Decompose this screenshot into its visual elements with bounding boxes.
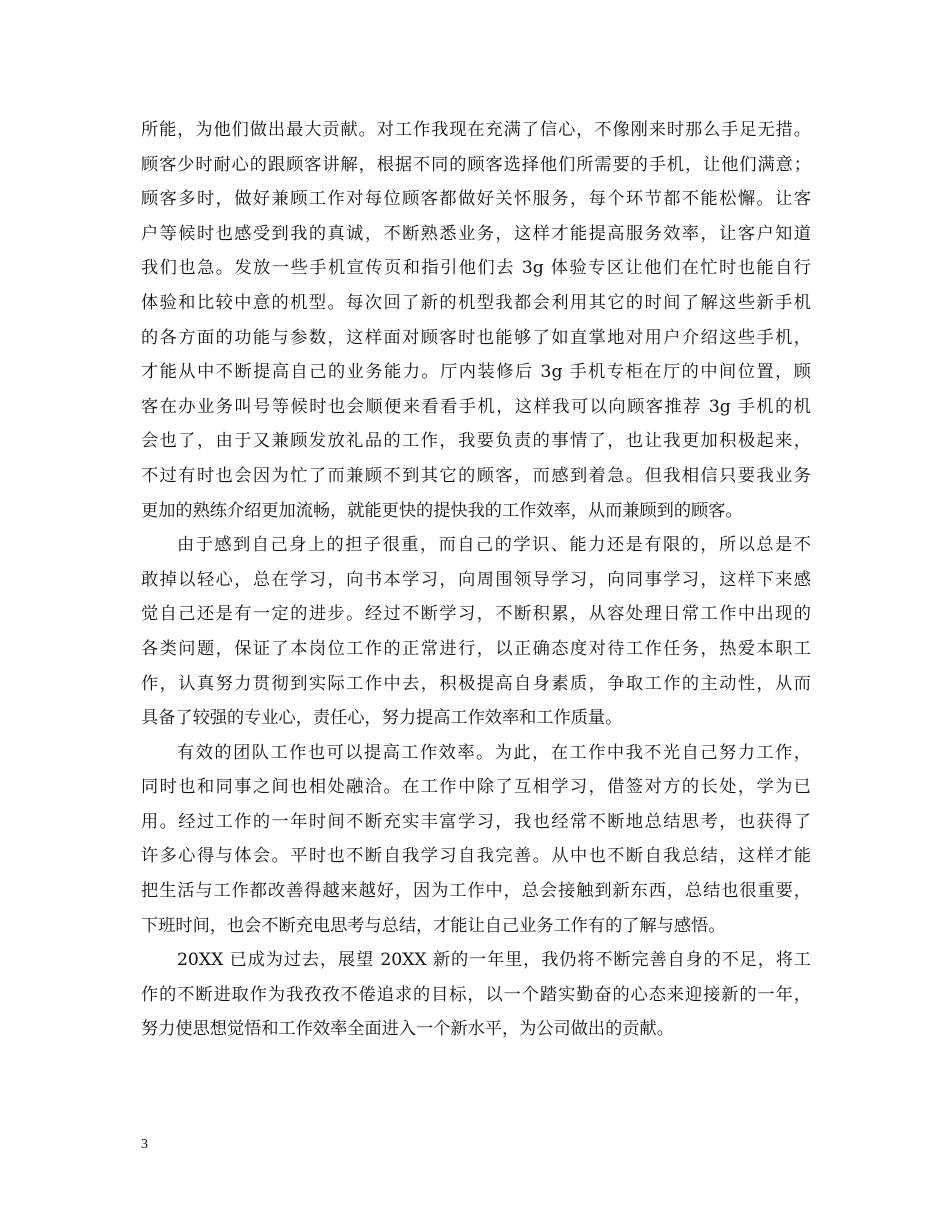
text-line: 许多心得与体会。平时也不断自我学习自我完善。从中也不断自我总结，这样才能 bbox=[141, 846, 811, 867]
paragraph-first-line: 由于感到自己身上的担子很重，而自己的学识、能力还是有限的，所以总是不 bbox=[177, 535, 811, 556]
text-line: 下班时间，也会不断充电思考与总结，才能让自己业务工作有的了解与感悟。 bbox=[141, 915, 726, 936]
text-line: 作，认真努力贯彻到实际工作中去，积极提高自身素质，争取工作的主动性，从而 bbox=[141, 673, 811, 694]
text-line: 不过有时也会因为忙了而兼顾不到其它的顾客，而感到着急。但我相信只要我业务 bbox=[141, 465, 811, 486]
text-line: 户等候时也感受到我的真诚，不断熟悉业务，这样才能提高服务效率，让客户知道 bbox=[141, 223, 811, 244]
text-line: 努力使思想觉悟和工作效率全面进入一个新水平，为公司做出的贡献。 bbox=[141, 1019, 674, 1040]
text-line: 客在办业务叫号等候时也会顺便来看看手机，这样我可以向顾客推荐 3g 手机的机 bbox=[141, 396, 811, 417]
text-line: 更加的熟练介绍更加流畅，就能更快的提快我的工作效率，从而兼顾到的顾客。 bbox=[141, 500, 743, 521]
text-line: 所能，为他们做出最大贡献。对工作我现在充满了信心，不像刚来时那么手足无措。 bbox=[141, 120, 811, 140]
text-line: 把生活与工作都改善得越来越好，因为工作中，总会接触到新东西，总结也很重要， bbox=[141, 881, 811, 902]
text-line: 的各方面的功能与参数，这样面对顾客时也能够了如直掌地对用户介绍这些手机， bbox=[141, 327, 811, 348]
text-line: 具备了较强的专业心，责任心，努力提高工作效率和工作质量。 bbox=[141, 708, 623, 729]
text-line: 我们也急。发放一些手机宣传页和指引他们去 3g 体验专区让他们在忙时也能自行 bbox=[141, 258, 811, 279]
text-line: 会也了，由于又兼顾发放礼品的工作，我要负责的事情了，也让我更加积极起来， bbox=[141, 431, 811, 452]
text-line: 才能从中不断提高自己的业务能力。厅内装修后 3g 手机专柜在厅的中间位置，顾 bbox=[141, 362, 811, 383]
text-line: 同时也和同事之间也相处融洽。在工作中除了互相学习，借签对方的长处，学为已 bbox=[141, 777, 811, 798]
text-line: 体验和比较中意的机型。每次回了新的机型我都会利用其它的时间了解这些新手机 bbox=[141, 292, 811, 313]
page-number: 3 bbox=[141, 1137, 148, 1152]
body-text bbox=[141, 113, 811, 1047]
text-line: 觉自己还是有一定的进步。经过不断学习，不断积累，从容处理日常工作中出现的 bbox=[141, 604, 811, 625]
text-line: 用。经过工作的一年时间不断充实丰富学习，我也经常不断地总结思考，也获得了 bbox=[141, 811, 811, 832]
paragraph-first-line: 20XX 已成为过去，展望 20XX 新的一年里，我仍将不断完善自身的不足，将工 bbox=[177, 950, 811, 971]
text-line: 各类问题，保证了本岗位工作的正常进行，以正确态度对待工作任务，热爱本职工 bbox=[141, 638, 811, 659]
text-line: 顾客少时耐心的跟顾客讲解，根据不同的顾客选择他们所需要的手机，让他们满意； bbox=[141, 154, 811, 175]
text-line: 作的不断进取作为我孜孜不倦追求的目标，以一个踏实勤奋的心态来迎接新的一年， bbox=[141, 984, 811, 1005]
text-line: 顾客多时，做好兼顾工作对每位顾客都做好关怀服务，每个环节都不能松懈。让客 bbox=[141, 189, 811, 210]
text-line: 敢掉以轻心，总在学习，向书本学习，向周围领导学习，向同事学习，这样下来感 bbox=[141, 569, 811, 590]
paragraph-first-line: 有效的团队工作也可以提高工作效率。为此，在工作中我不光自己努力工作， bbox=[177, 742, 811, 763]
